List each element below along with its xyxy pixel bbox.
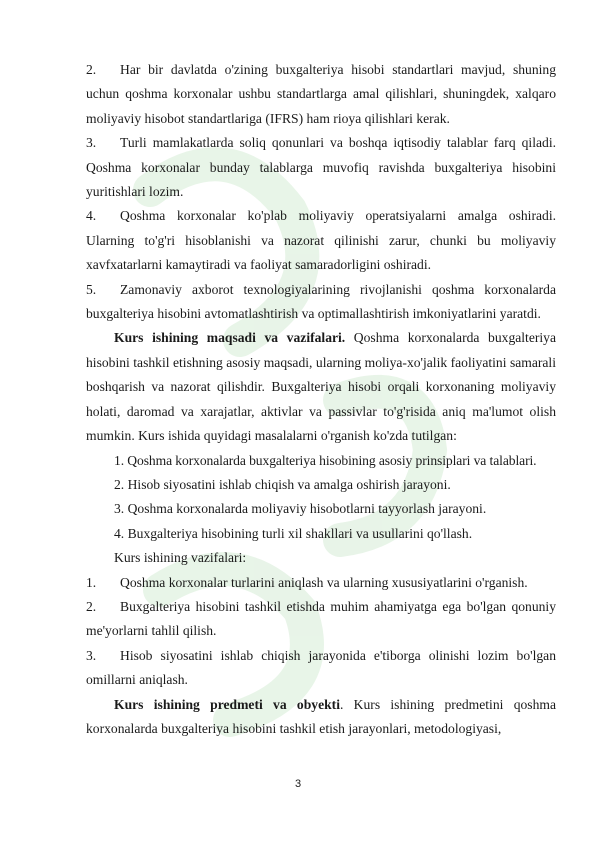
item-number: 2. bbox=[86, 62, 97, 77]
section-heading-maqsad: Kurs ishining maqsadi va vazifalari. bbox=[114, 330, 346, 346]
vazifalar-title: Kurs ishining vazifalari: bbox=[114, 550, 247, 566]
vazifa-3 bbox=[86, 644, 556, 693]
list-item: 3. Qoshma korxonalarda moliyaviy hisobotlarni tayyorlash jarayoni. bbox=[114, 501, 487, 517]
paragraph-5 bbox=[86, 278, 556, 327]
item-number: 1. bbox=[86, 574, 97, 590]
paragraph-text: Qoshma korxonalar ko'plab moliyaviy operatsiyalarni amalga oshiradi. Ularning to'g'ri hisoblanishi va nazorat qilinishi zarur, chunki bu moliyaviy xavfxatarlarni kamaytiradi va faoliyat samaradorligini oshiradi. bbox=[86, 208, 556, 273]
vazifa-2 bbox=[86, 595, 556, 644]
paragraph-text: Hisob siyosatini ishlab chiqish jarayonida e'tiborga olinishi lozim bo'lgan omillarni aniqlash. bbox=[86, 647, 556, 688]
paragraph-text: Turli mamlakatlarda soliq qonunlari va boshqa iqtisodiy talablar farq qiladi. Qoshma korxonalar bunday talablarga muvofiq ravishda buxgalteriya hisobini yuritishlari lozim. bbox=[86, 135, 556, 200]
paragraph-predmet bbox=[86, 693, 556, 742]
list-item: 1. Qoshma korxonalarda buxgalteriya hisobining asosiy prinsiplari va talablari. bbox=[114, 452, 537, 468]
item-number: 5. bbox=[86, 281, 97, 297]
vazifa-1 bbox=[86, 571, 556, 595]
item-number: 2. bbox=[86, 598, 97, 614]
body-text bbox=[86, 58, 556, 741]
paragraph-text: Qoshma korxonalar turlarini aniqlash va ularning xususiyatlarini o'rganish. bbox=[120, 574, 528, 590]
paragraph-text: . Kurs ishining predmetini qoshma korxonalarda buxgalteriya hisobini tashkil etish jarayonlari, metodologiyasi, bbox=[86, 696, 556, 736]
page-number: 3 bbox=[294, 778, 302, 790]
paragraph-4 bbox=[86, 204, 556, 277]
list-item: 2. Hisob siyosatini ishlab chiqish va amalga oshirish jarayoni. bbox=[114, 476, 451, 492]
paragraph-text: Zamonaviy axborot texnologiyalarining rivojlanishi qoshma korxonalarda buxgalteriya hisobini avtomatlashtirish va optimallashtirish imkoniyatlarini yaratdi. bbox=[86, 281, 556, 322]
list-item: 4. Buxgalteriya hisobining turli xil shakllari va usullarini qo'llash. bbox=[114, 525, 473, 541]
paragraph-text: Buxgalteriya hisobini tashkil etishda muhim ahamiyatga ega bo'lgan qonuniy me'yorlarni tahlil qilish. bbox=[86, 598, 556, 639]
paragraph-3 bbox=[86, 131, 556, 204]
paragraph-text: Har bir davlatda o'zining buxgalteriya hisobi standartlari mavjud, shuning uchun qoshma korxonalar ushbu standartlarga amal qilishlari, shuningdek, xalqaro moliyaviy hisobot standartlariga (IFRS) ham rioya qilishlari kerak. bbox=[86, 62, 556, 126]
item-number: 3. bbox=[86, 647, 97, 663]
paragraph-2 bbox=[86, 58, 556, 131]
item-number: 3. bbox=[86, 135, 97, 151]
paragraph-text: Qoshma korxonalarda buxgalteriya hisobini tashkil etishning asosiy maqsadi, ularning moliya-xo'jalik faoliyatini samarali boshqarish va nazorat qilishdir. Buxgalteriya hisobi orqali korxonaning moliyaviy holati, daromad va xarajatlar, aktivlar va passivlar to'g'risida aniq ma'lumot olish mumkin. Kurs ishida quyidagi masalalarni o'rganish ko'zda tutilgan: bbox=[86, 330, 556, 444]
paragraph-maqsad bbox=[86, 326, 556, 448]
section-heading-predmet: Kurs ishining predmeti va obyekti bbox=[114, 696, 340, 712]
item-number: 4. bbox=[86, 208, 97, 224]
